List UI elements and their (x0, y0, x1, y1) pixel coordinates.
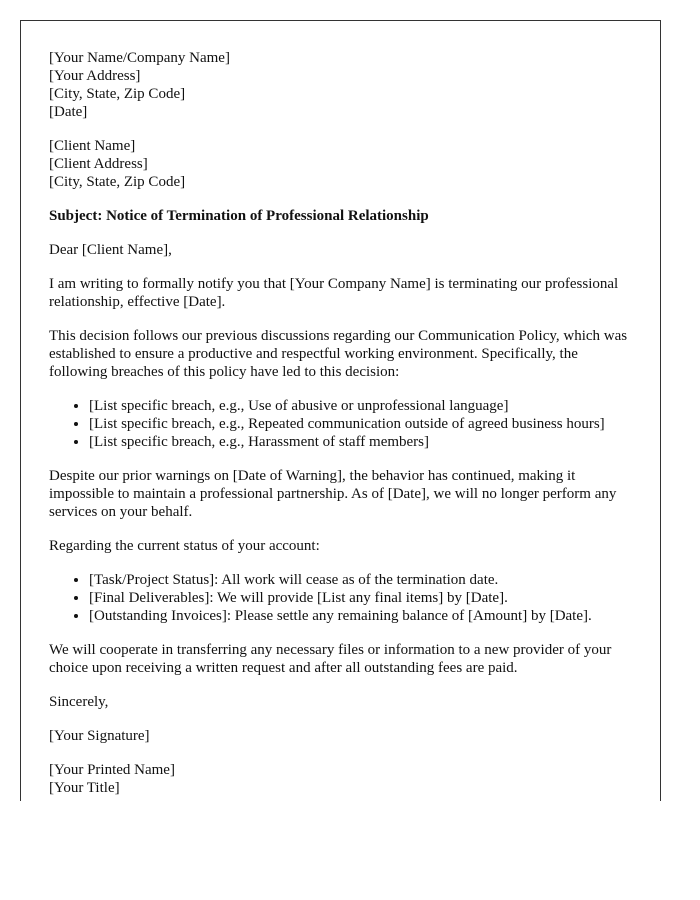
letter-page (20, 20, 661, 801)
subject-line: Subject: Notice of Termination of Professional Relationship (49, 208, 429, 224)
printed-name: [Your Printed Name] (49, 762, 175, 778)
recipient-name: [Client Name] (49, 138, 136, 154)
sender-block (49, 49, 632, 121)
list-item: • [List specific breach, e.g., Repeated communication outside of agreed business hours] (89, 415, 632, 433)
list-item: • [Task/Project Status]: All work will cease as of the termination date. (89, 571, 632, 589)
closing: Sincerely, (49, 694, 109, 710)
paragraph-policy: This decision follows our previous discussions regarding our Communication Policy, which was established to ensure a productive and respectful working environment. Specifically, the following breaches of this policy have led to this decision: (49, 328, 628, 380)
paragraph-notice: I am writing to formally notify you that [Your Company Name] is terminating our professional relationship, effective [Date]. (49, 276, 619, 310)
signer-block (49, 761, 632, 797)
recipient-block (49, 137, 632, 191)
letter-date: [Date] (49, 104, 88, 120)
list-item: • [List specific breach, e.g., Harassment of staff members] (89, 433, 632, 451)
salutation: Dear [Client Name], (49, 242, 172, 258)
paragraph-account: Regarding the current status of your account: (49, 538, 320, 554)
paragraph-transfer: We will cooperate in transferring any necessary files or information to a new provider of your choice upon receiving a written request and after all outstanding fees are paid. (49, 642, 612, 676)
sender-city: [City, State, Zip Code] (49, 86, 186, 102)
sender-address: [Your Address] (49, 68, 141, 84)
sender-name: [Your Name/Company Name] (49, 50, 230, 66)
recipient-address: [Client Address] (49, 156, 148, 172)
breach-list (49, 397, 632, 451)
signer-title: [Your Title] (49, 780, 120, 796)
recipient-city: [City, State, Zip Code] (49, 174, 186, 190)
list-item: • [Outstanding Invoices]: Please settle any remaining balance of [Amount] by [Date]. (89, 607, 632, 625)
list-item: • [Final Deliverables]: We will provide [List any final items] by [Date]. (89, 589, 632, 607)
signature: [Your Signature] (49, 728, 150, 744)
list-item: • [List specific breach, e.g., Use of abusive or unprofessional language] (89, 397, 632, 415)
paragraph-warning: Despite our prior warnings on [Date of Warning], the behavior has continued, making it impossible to maintain a professional partnership. As of [Date], we will no longer perform any services on your behalf. (49, 468, 617, 520)
status-list (49, 571, 632, 625)
